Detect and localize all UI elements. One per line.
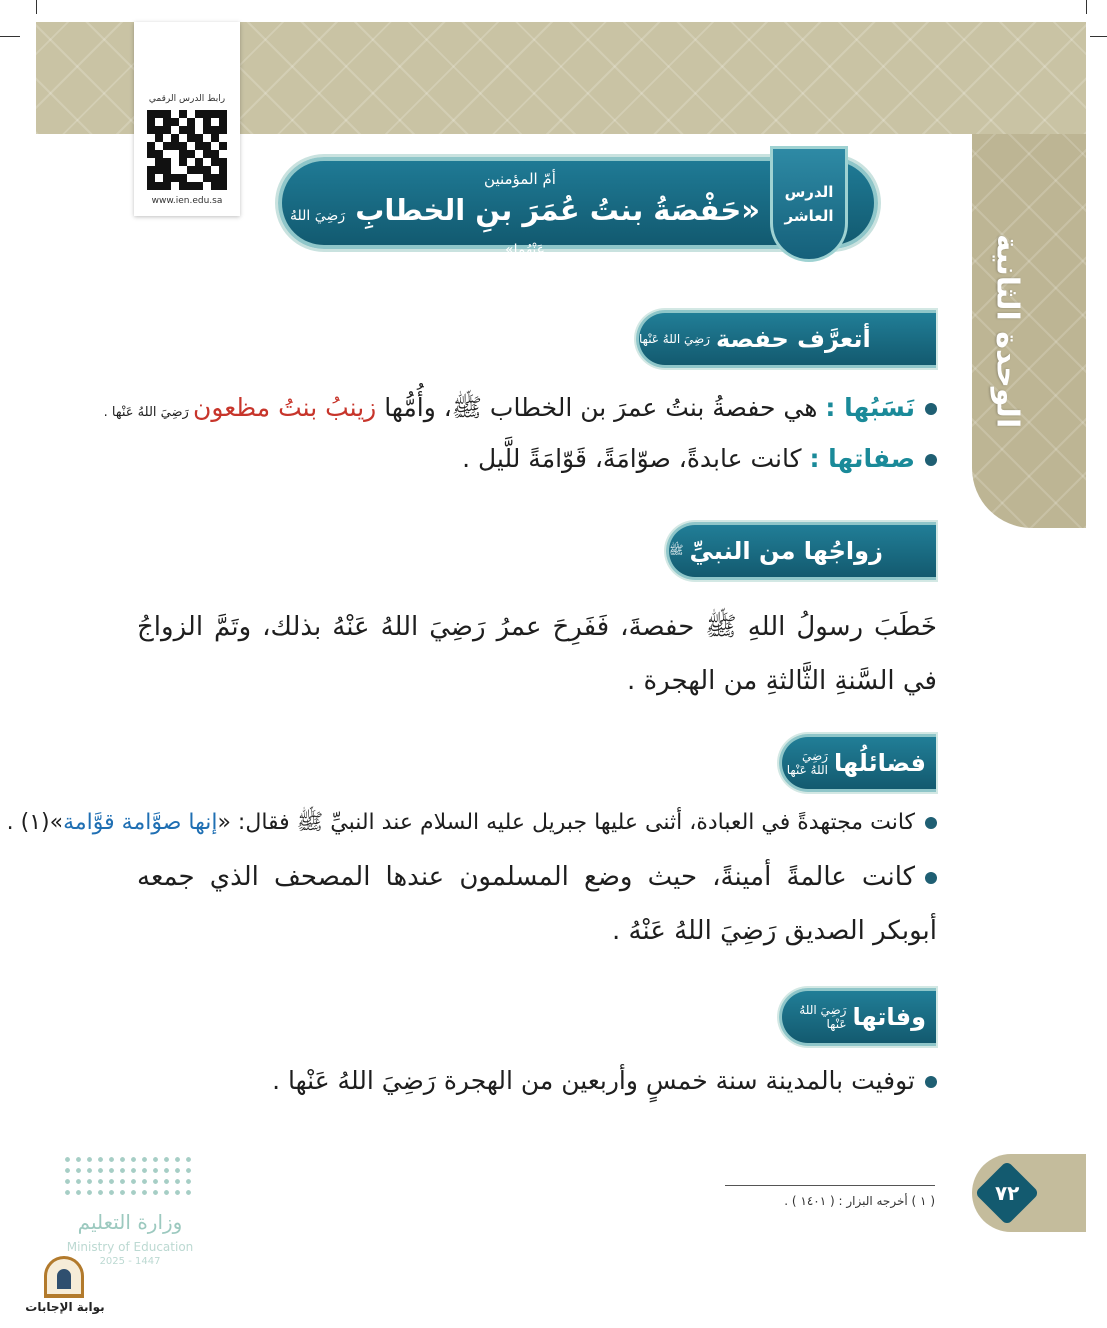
- virtue-item-1: كانت مجتهدةً في العبادة، أثنى عليها جبريل عليه السلام عند النبيِّ ﷺ فقال: «إنها صوَّامة قوَّامة»(١) .: [7, 808, 937, 840]
- crop-mark: [0, 36, 20, 37]
- answers-gate-label[interactable]: بوابة الإجابات: [25, 1300, 105, 1314]
- lesson-ordinal: العاشر: [784, 207, 834, 225]
- marriage-paragraph: خَطَبَ رسولُ اللهِ ﷺ حفصةَ، فَفَرِحَ عمرُ رَضِيَ اللهُ عَنْهُ بذلك، وتَمَّ الزواجُ في السَّنةِ الثَّالثةِ من الهجرة .: [137, 612, 937, 696]
- section-heading-virtues: فضائلُها رَضِيَ اللهُ عَنْها: [779, 734, 936, 792]
- bullet-icon: [925, 403, 937, 415]
- lesson-label: الدرس: [784, 183, 834, 201]
- ministry-name-ar: وزارة التعليم: [77, 1210, 183, 1234]
- qr-code-icon[interactable]: [147, 110, 227, 190]
- traits-line: صفاتها : كانت عابدةً، صوّامَةً، قَوّامَةً للَّيل .: [462, 444, 937, 473]
- footnote-divider: [725, 1185, 935, 1186]
- qr-url[interactable]: www.ien.edu.sa: [151, 196, 223, 206]
- lesson-number-tab: [770, 146, 848, 262]
- bullet-icon: [925, 1076, 937, 1088]
- section-heading-death: وفاتها رَضِيَ اللهُ عَنْها: [779, 988, 936, 1046]
- bullet-icon: [925, 872, 937, 884]
- answers-gate-logo-icon[interactable]: [44, 1256, 84, 1298]
- crop-mark: [36, 0, 37, 14]
- section-heading-know: أتعرَّف حفصة رَضِيَ اللهُ عَنْها: [636, 310, 936, 368]
- unit-title: الوحدة الثانية: [989, 233, 1025, 429]
- bullet-icon: [925, 454, 937, 466]
- page-number: ٧٢: [974, 1160, 1039, 1225]
- crop-mark: [1090, 36, 1107, 37]
- lesson-subtitle: أمّ المؤمنين: [484, 170, 556, 188]
- crop-mark: [1086, 0, 1087, 14]
- lesson-title: «حَفْصَةُ بنتُ عُمَرَ بنِ الخطابِ رَضِيَ اللهُ عَنْهُما»: [290, 193, 760, 258]
- footnote: ( ١ ) أخرجه البزار : ( ١٤٠١ ) .: [784, 1194, 935, 1208]
- section-heading-marriage: زواجُها من النبيِّ ﷺ: [666, 522, 936, 580]
- qr-card[interactable]: [134, 22, 240, 216]
- ministry-name-en: Ministry of Education: [66, 1240, 194, 1254]
- ministry-logo-icon: [62, 1154, 196, 1198]
- qr-label: رابط الدرس الرقمي: [148, 94, 226, 104]
- ministry-year: 2025 - 1447: [99, 1256, 161, 1267]
- bullet-icon: [925, 817, 937, 829]
- virtue-item-2: كانت عالمةً أمينةً، حيث وضع المسلمون عندها المصحف الذي جمعه أبوبكر الصديق رَضِيَ اللهُ عَنْهُ .: [137, 862, 937, 946]
- death-line: توفيت بالمدينة سنة خمسٍ وأربعين من الهجرة رَضِيَ اللهُ عَنْها .: [272, 1066, 937, 1095]
- honorific: رَضِيَ اللهُ عَنْهُما»: [290, 208, 545, 258]
- lineage-line: نَسَبُها : هي حفصةُ بنتُ عمرَ بن الخطاب ﷺ، وأُمُّها زينبُ بنتُ مظعون رَضِيَ اللهُ عَنْها .: [104, 392, 937, 429]
